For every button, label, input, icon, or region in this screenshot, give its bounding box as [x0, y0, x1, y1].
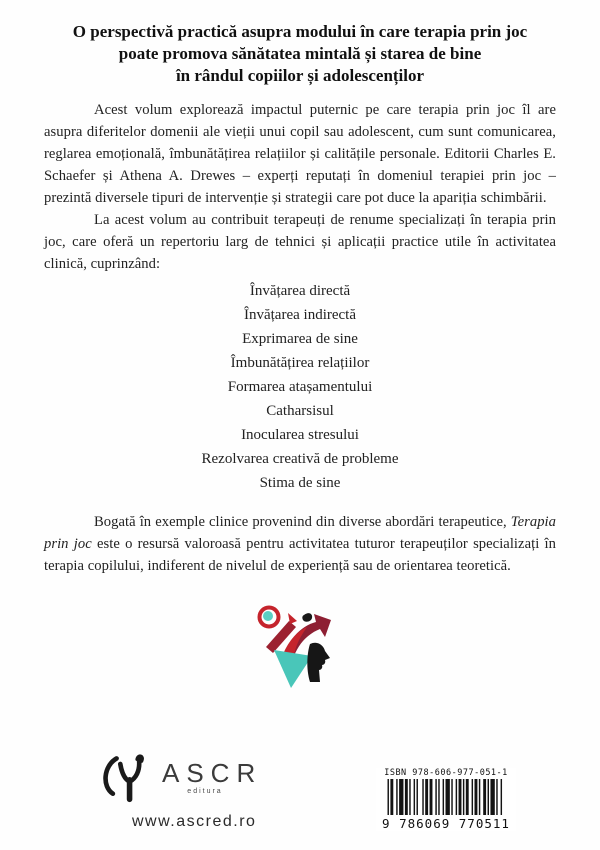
book-title-italic: Terapia prin joc: [44, 514, 556, 552]
list-item: Stima de sine: [259, 475, 341, 491]
list-item: Formarea atașamentului: [227, 379, 373, 395]
list-item: Exprimarea de sine: [242, 331, 358, 347]
isbn-barcode: [382, 779, 510, 815]
cover-emblem-icon: [244, 595, 356, 691]
synopsis-paragraph-2: La acest volum au contribuit terapeuți de renume specializați în terapia prin joc, care oferă un repertoriu larg de tehnici și aplicații practice utile în activitatea clinică, cuprinzând:: [44, 212, 556, 272]
list-item: Îmbunătățirea relațiilor: [230, 355, 370, 371]
cover-tagline: [52, 21, 548, 87]
list-item: Învățarea indirectă: [243, 307, 356, 323]
isbn-label: ISBN 978-606-977-051-1: [384, 768, 508, 778]
list-item: Învățarea directă: [249, 283, 351, 299]
closing-text-post: este o resursă valoroasă pentru activitatea tuturor terapeuților specializați în terapia copilului, indiferent de nivelul de experiență sau de orientarea teoretică.: [44, 536, 556, 574]
list-item: Rezolvarea creativă de probleme: [201, 451, 399, 467]
list-item: Catharsisul: [266, 403, 334, 419]
tagline-line: poate promova sănătatea mintală și starea de bine: [118, 44, 482, 63]
isbn-block: [376, 768, 516, 831]
publisher-logo: [98, 750, 268, 804]
synopsis-paragraph-1: Acest volum explorează impactul puternic pe care terapia prin joc îl are asupra diferitelor domenii ale vieții unui copil sau adolescent, cum sunt comunicarea, reglarea emoțională, îmbunătățirea relațiilor și calitățile personale. Editorii Charles E. Schaefer și Athena A. Drewes – experți reputați în domeniul terapiei prin joc – prezintă diversele tipuri de intervenție și strategii care pot duce la apariția schimbării.: [44, 102, 556, 206]
tagline-line: în rândul copiilor și adolescenților: [175, 66, 425, 85]
techniques-list: [44, 279, 556, 495]
publisher-name: ASCR: [162, 758, 263, 788]
closing-text-pre: Bogată în exemple clinice provenind din diverse abordări terapeutice,: [94, 514, 511, 530]
list-item: Inocularea stresului: [241, 427, 359, 443]
publisher-website: www.ascred.ro: [132, 813, 257, 830]
ascr-logo-icon: [98, 750, 150, 804]
closing-paragraph: [44, 511, 556, 577]
publisher-block: [98, 750, 268, 831]
tagline-line: O perspectivă practică asupra modului în care terapia prin joc: [72, 22, 528, 41]
publisher-text: [162, 750, 262, 795]
cover-text-column: [0, 21, 600, 691]
isbn-digits: 9 786069 770511: [382, 816, 510, 831]
publisher-tagline: editura: [187, 788, 223, 795]
